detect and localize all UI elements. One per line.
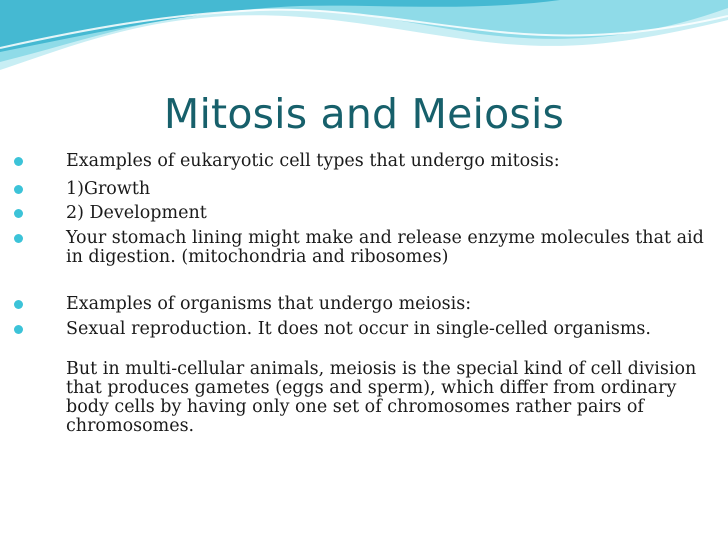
- bullet-text: Examples of eukaryotic cell types that undergo mitosis:: [66, 151, 560, 171]
- bullet-text: 2) Development: [66, 203, 207, 223]
- body-paragraph: But in multi-cellular animals, meiosis is the special kind of cell division that produces gametes (eggs and sperm), which differ from ordinary body cells by having only one set of chromosomes rather pairs of chromosomes.: [66, 359, 697, 436]
- bullet-text: Examples of organisms that undergo meiosis:: [66, 294, 472, 314]
- bullet-dot-icon: [14, 234, 23, 243]
- bullet-dot-icon: [14, 185, 23, 194]
- bullet-dot-icon: [14, 157, 23, 166]
- bullet-text: Your stomach lining might make and release enzyme molecules that aid in digestion. (mitochondria and ribosomes): [66, 228, 704, 267]
- header-wave-decoration: [0, 0, 728, 90]
- bullet-text: 1)Growth: [66, 179, 151, 199]
- bullet-text: Sexual reproduction. It does not occur in single-celled organisms.: [66, 319, 651, 339]
- bullet-dot-icon: [14, 300, 23, 309]
- slide-title: Mitosis and Meiosis: [163, 90, 565, 138]
- bullet-dot-icon: [14, 325, 23, 334]
- bullet-dot-icon: [14, 209, 23, 218]
